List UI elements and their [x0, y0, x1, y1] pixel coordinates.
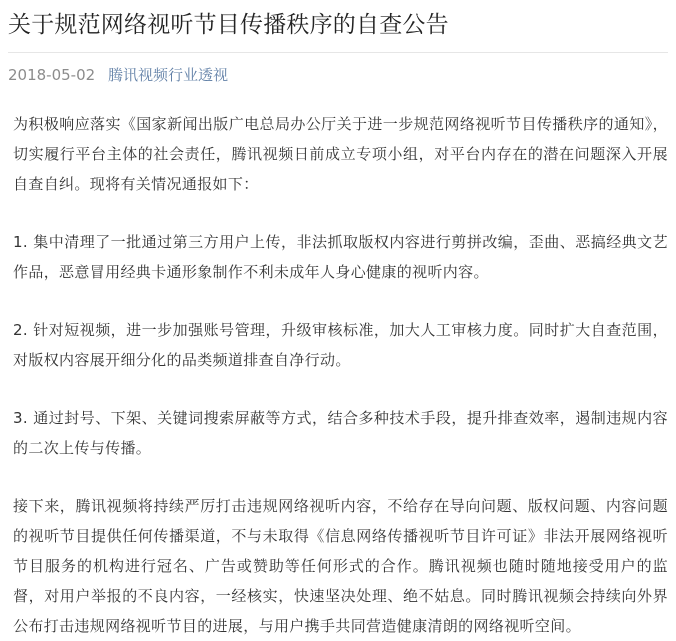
article-meta	[8, 65, 668, 85]
paragraph-item-3: 3. 通过封号、下架、关键词搜索屏蔽等方式，结合多种技术手段，提升排查效率，遏制违规内容的二次上传与传播。	[13, 409, 668, 457]
publish-date: 2018-05-02	[8, 66, 96, 84]
paragraph-intro: 为积极响应落实《国家新闻出版广电总局办公厅关于进一步规范网络视听节目传播秩序的通知》，切实履行平台主体的社会责任，腾讯视频日前成立专项小组，对平台内存在的潜在问题深入开展自查自纠。现将有关情况通报如下：	[13, 115, 668, 193]
account-name-link[interactable]: 腾讯视频行业透视	[107, 66, 228, 84]
article-title: 关于规范网络视听节目传播秩序的自查公告	[8, 12, 449, 38]
paragraph-item-2: 2. 针对短视频，进一步加强账号管理，升级审核标准，加大人工审核力度。同时扩大自查范围，对版权内容展开细分化的品类频道排查自净行动。	[13, 321, 668, 369]
paragraph-conclusion: 接下来，腾讯视频将持续严厉打击违规网络视听内容，不给存在导向问题、版权问题、内容问题的视听节目提供任何传播渠道，不与未取得《信息网络传播视听节目许可证》非法开展网络视听节目服务的机构进行冠名、广告或赞助等任何形式的合作。腾讯视频也随时随地接受用户的监督，对用户举报的不良内容，一经核实，快速坚决处理、绝不姑息。同时腾讯视频会持续向外界公布打击违规网络视听节目的进展，与用户携手共同营造健康清朗的网络视听空间。	[13, 497, 668, 635]
article-body	[8, 109, 668, 641]
title-divider	[8, 52, 668, 53]
paragraph-item-1: 1. 集中清理了一批通过第三方用户上传，非法抓取版权内容进行剪拼改编，歪曲、恶搞经典文艺作品，恶意冒用经典卡通形象制作不利未成年人身心健康的视听内容。	[13, 233, 668, 281]
